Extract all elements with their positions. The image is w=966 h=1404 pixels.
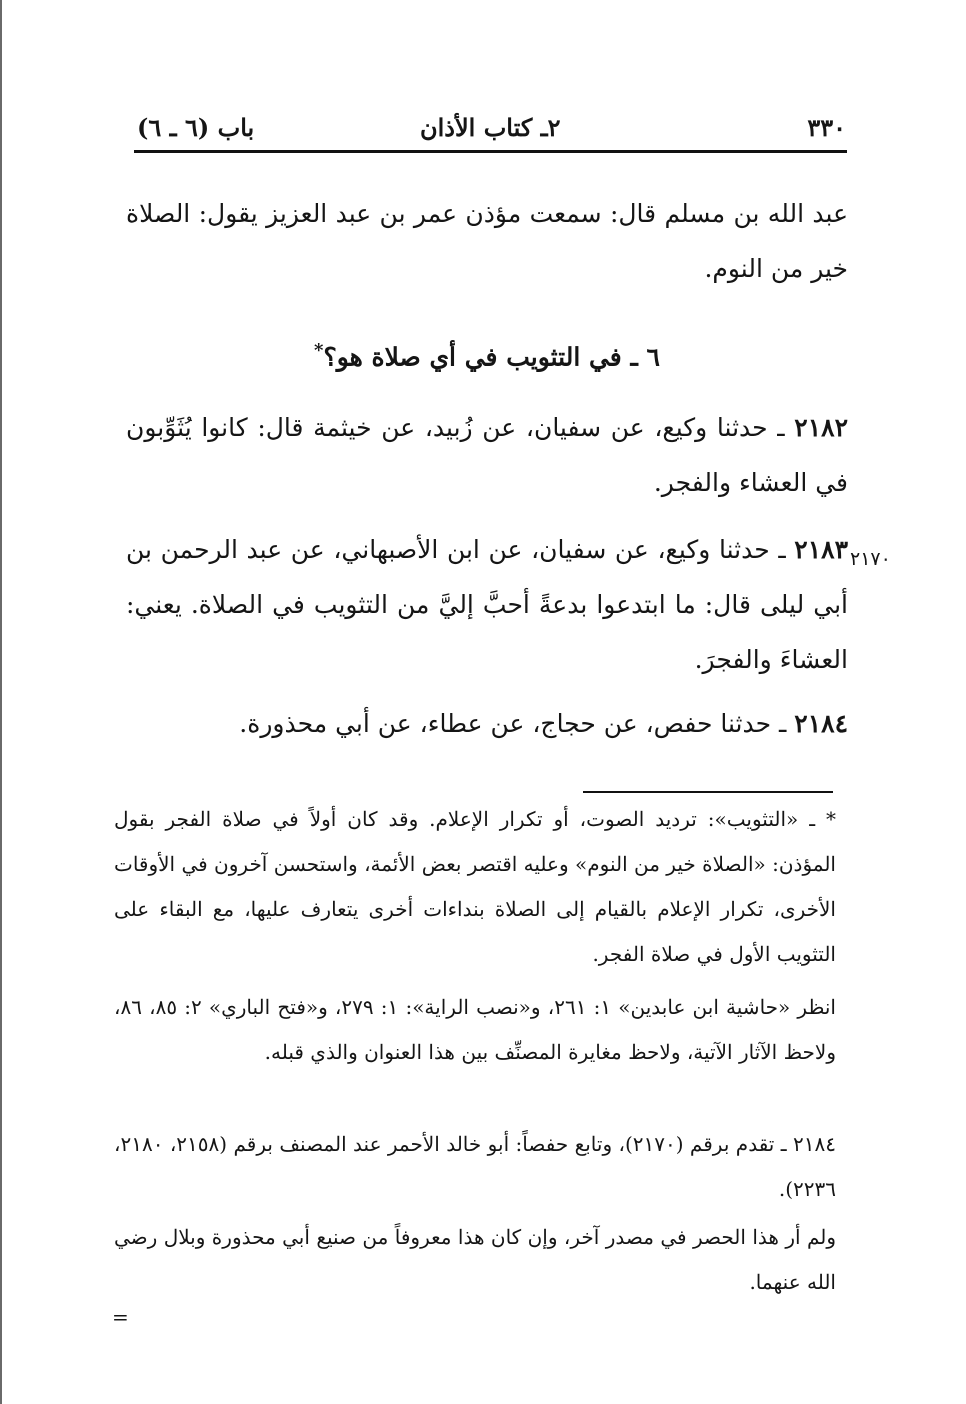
page-number: ٣٣٠	[807, 113, 846, 142]
margin-cross-reference: ٢١٧٠	[850, 548, 891, 570]
hadith-2183	[126, 522, 848, 687]
footnote-remark: ولم أر هذا الحصر في مصدر آخر، وإن كان هذا معروفاً من صنيع أبي محذورة وبلال رضي الله عنهما.	[114, 1225, 836, 1294]
footnote-separator	[583, 791, 833, 793]
hadith-2182	[126, 400, 848, 510]
header-rule	[134, 150, 847, 153]
footnote-marker: *	[314, 340, 324, 361]
scan-left-edge	[0, 0, 2, 1404]
hadith-number: ٢١٨٣	[794, 535, 848, 564]
footnote-references: انظر «حاشية ابن عابدين» ١: ٢٦١، و«نصب الراية»: ١: ٢٧٩، و«فتح الباري» ٢: ٨٥، ٨٦، ولاحظ الآثار الآتية، ولاحظ مغايرة المصنِّف بين هذا العنوان والذي قبله.	[114, 995, 836, 1064]
book-title: ٢ـ كتاب الأذان	[420, 113, 561, 142]
hadith-number: ٢١٨٤	[794, 709, 848, 738]
hadith-2184	[126, 696, 848, 751]
chapter-reference: باب (٦ ـ ٦)	[137, 113, 255, 142]
section-heading	[126, 326, 848, 382]
hadith-text: ـ حدثنا وكيع، عن سفيان، عن ابن الأصبهاني، عن عبد الرحمن بن أبي ليلى قال: ما ابتدعوا بدعةً أحبَّ إليَّ من التثويب في الصلاة. يعني: العشاءَ والفجرَ.	[126, 535, 848, 674]
continuation-mark: =	[112, 1305, 129, 1329]
hadith-text: ـ حدثنا حفص، عن حجاج، عن عطاء، عن أبي محذورة.	[239, 709, 795, 738]
footnote-2184: ٢١٨٤ ـ تقدم برقم (٢١٧٠)، وتابع حفصاً: أبو خالد الأحمر عند المصنف برقم (٢١٥٨، ٢١٨٠، ٢٢٣٦).	[114, 1132, 836, 1201]
continuation-paragraph: عبد الله بن مسلم قال: سمعت مؤذن عمر بن عبد العزيز يقول: الصلاة خير من النوم.	[126, 199, 848, 283]
hadith-text: ـ حدثنا وكيع، عن سفيان، عن زُبيد، عن خيثمة قال: كانوا يُثَوِّبون في العشاء والفجر.	[126, 413, 848, 497]
footnote-tathwib: * ـ «التثويب»: ترديد الصوت، أو تكرار الإعلام. وقد كان أولاً في صلاة الفجر بقول المؤذن: «الصلاة خير من النوم» وعليه اقتصر بعض الأئمة، واستحسن آخرون في الأوقات الأخرى، تكرار الإعلام بالقيام إلى الصلاة بنداءات أخرى يتعارف عليها، مع البقاء على التثويب الأول في صلاة الفجر.	[114, 807, 836, 966]
section-title: ٦ ـ في التثويب في أي صلاة هو؟	[323, 342, 660, 372]
hadith-number: ٢١٨٢	[794, 413, 848, 442]
